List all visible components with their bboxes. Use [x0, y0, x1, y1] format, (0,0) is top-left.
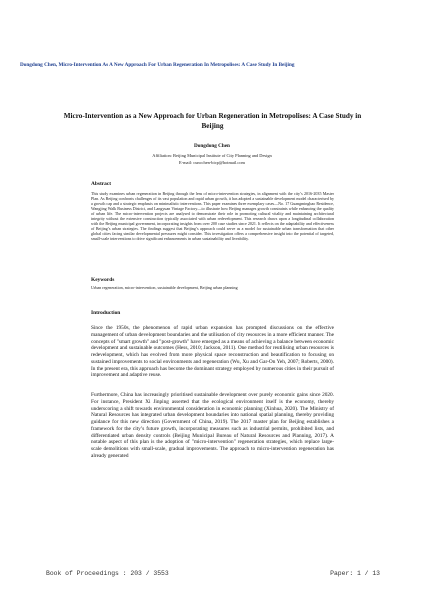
introduction-paragraph: Furthermore, China has increasingly prioritised sustainable development over purely economic gains since 2020. For instance, President Xi Jinping asserted that the ecological environment itself is the economy, thereby underscoring a shift towards environmental consideration in economic planning (Xinhua, 2020). The Ministry of Natural Resources has integrated urban development boundaries into national spatial planning, thereby providing guidance for this new direction (Government of China, 2019). The 2017 master plan for Beijing establishes a framework for the city’s future growth, incorporating measures such as industrial permits, prohibited lists, and differentiated urban density controls (Beijing Municipal Bureau of Natural Resources and Planning, 2017). A notable aspect of this plan is the adoption of "micro-intervention" regeneration strategies, which replace large-scale demolitions with small-scale, gradual improvements. The approach to micro-intervention regeneration has already generated	[91, 392, 334, 459]
running-header: Dongdong Chen, Micro-Intervention As A New Approach For Urban Regeneration In Metropolises: A Case Study In Beijing	[20, 62, 295, 68]
author-email: E-mail: cuncchen-bicp@hotmail.com	[179, 160, 245, 165]
introduction-paragraph: Since the 1950s, the phenomenon of rapid urban expansion has prompted discussions on the effective management of urban development boundaries and the utilisation of city resources in a more efficient manner. The concepts of "smart growth" and "post-growth" have emerged as a means of achieving a balance between economic development and sustainable outcomes (Hess, 2010; Jackson, 2011). One method for reutilising urban resources is redevelopment, which has evolved from more physical space reconstruction and beautification to focusing on sustained improvements to social environments and regeneration (Wu, Xu and Gar-On Yeh, 2007; Roberts, 2000). In the present era, this approach has become the dominant strategy employed by numerous cities in their pursuit of improvement and adaptive reuse.	[91, 325, 334, 379]
author-name: Dongdong Chen	[194, 143, 230, 149]
keywords-heading: Keywords	[91, 277, 115, 283]
paper-title: Micro-Intervention as a New Approach for Urban Regeneration in Metropolises: A Case Study in Beijing	[63, 112, 362, 130]
keywords-text: Urban regeneration, micro-intervention, sustainable development, Beijing urban planning	[91, 285, 238, 290]
author-affiliation: Affiliation: Beijing Municipal Institute of City Planning and Design	[152, 153, 272, 158]
abstract-heading: Abstract	[91, 181, 112, 187]
proceedings-page-counter: Book of Proceedings : 203 / 3553	[46, 570, 169, 577]
abstract-text: This study examines urban regeneration in Beijing through the lens of micro-intervention strategies, in alignment with the city’s 2016-2035 Master Plan. As Beijing confronts challenges of its vast population and rapid urban growth, it has adopted a sustainable development model characterised by a growth cap and a strategic emphasis on minimalistic interventions. This paper examines three exemplary cases—No. 17 Guangmingbao Residence, Wangjing Walk Business District, and Langyuan Vintage Factory—to illustrate how Beijing manages growth constraints while enhancing the quality of urban life. The micro-intervention projects are analysed to demonstrate their role in promoting cultural vitality and maintaining architectural integrity without the extensive construction typically associated with urban redevelopment. This research draws upon a longitudinal collaboration with the Beijing municipal government, incorporating insights from over 200 case studies since 2021. It reflects on the adaptability and effectiveness of Beijing’s urban strategies. The findings suggest that Beijing’s approach could serve as a model for sustainable urban transformation that other global cities facing similar developmental pressures might consider. This investigation offers a comprehensive insight into the potential of targeted, small-scale interventions to drive significant enhancements in urban sustainability and liveability.	[91, 191, 334, 242]
introduction-heading: Introduction	[91, 310, 121, 316]
paper-page-counter: Paper: 1 / 13	[330, 570, 380, 577]
